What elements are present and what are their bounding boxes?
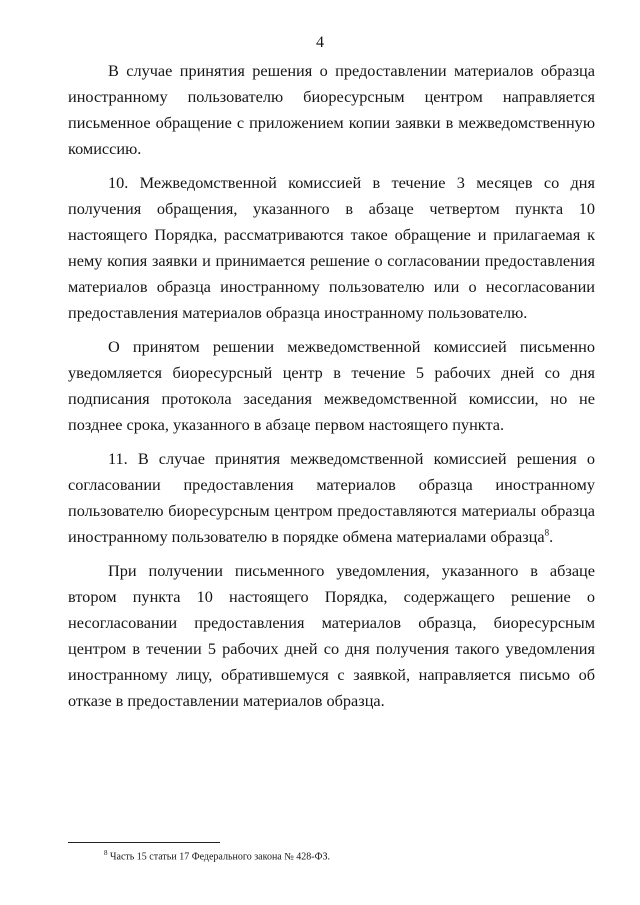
- page-number: 4: [316, 34, 324, 51]
- footnote-divider: [68, 842, 220, 843]
- footnote-number: 8: [104, 849, 108, 857]
- paragraph-item-11-text: 11. В случае принятия межведомственной комиссией решения о согласовании предоставления материалов образца иностранному пользователю биоресурсным центром предоставляются материалы образца иностранному пользователю в порядке обмена материалами образца: [68, 449, 595, 546]
- document-body: [68, 58, 595, 722]
- paragraph-item-11: [68, 446, 595, 550]
- paragraph-item-11-period: .: [549, 527, 554, 546]
- paragraph-notification: О принятом решении межведомственной комиссией письменно уведомляется биоресурсный центр в течение 5 рабочих дней со дня подписания протокола заседания межведомственной комиссии, но не позднее срока, указанного в абзаце первом настоящего пункта.: [68, 337, 595, 434]
- paragraph-item-10: 10. Межведомственной комиссией в течение 3 месяцев со дня получения обращения, указанного в абзаце четвертом пункта 10 настоящего Порядка, рассматриваются такое обращение и прилагаемая к нему копия заявки и принимается решение о согласовании предоставления материалов образца иностранному пользователю или о несогласовании предоставления материалов образца иностранному пользователю.: [68, 173, 595, 322]
- footnote: [104, 849, 330, 862]
- paragraph-decision-letter: В случае принятия решения о предоставлении материалов образца иностранному пользователю биоресурсным центром направляется письменное обращение с приложением копии заявки в межведомственную комиссию.: [68, 61, 595, 158]
- footnote-text: Часть 15 статьи 17 Федерального закона № 428-ФЗ.: [110, 851, 331, 863]
- paragraph-refusal-letter: При получении письменного уведомления, указанного в абзаце втором пункта 10 настоящего Порядка, содержащего решение о несогласовании предоставления материалов образца, биоресурсным центром в течении 5 рабочих дней со дня получения такого уведомления иностранному лицу, обратившемуся с заявкой, направляется письмо об отказе в предоставлении материалов образца.: [68, 561, 595, 710]
- footnote-reference[interactable]: 8: [544, 527, 550, 538]
